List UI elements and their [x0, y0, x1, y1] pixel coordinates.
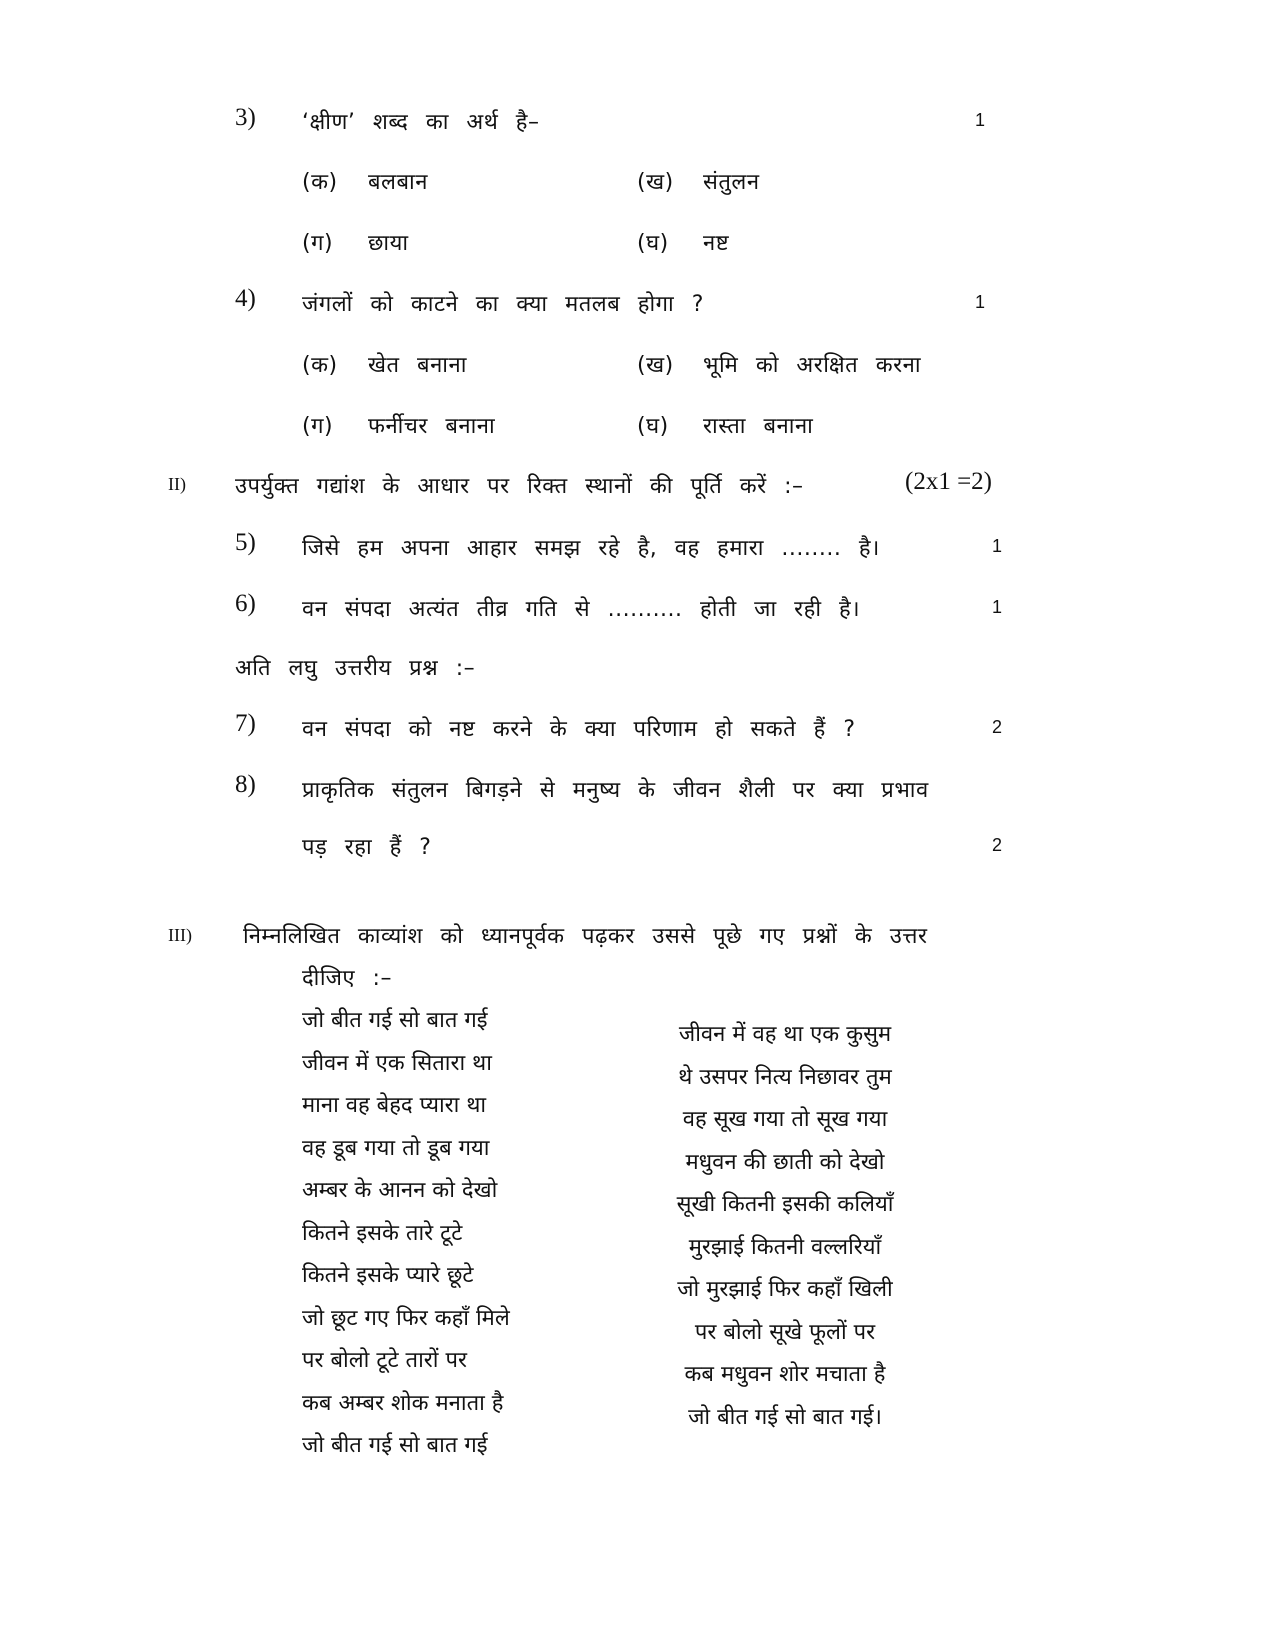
q3-marks: 1 — [975, 110, 986, 130]
poem-line: वह डूब गया तो डूब गया — [302, 1135, 490, 1161]
q3-option-a-text: बलबान — [368, 170, 428, 195]
poem-line: जीवन में वह था एक कुसुम — [678, 1022, 892, 1047]
section-2-roman: II) — [168, 474, 186, 494]
poem-line: थे उसपर नित्य निछावर तुम — [678, 1064, 892, 1090]
q4-option-a-label: (क) — [302, 353, 338, 378]
q5-marks: 1 — [992, 536, 1003, 556]
q3-option-c-text: छाया — [368, 231, 409, 256]
q4-marks: 1 — [975, 292, 986, 312]
poem-right-column — [640, 1014, 930, 1439]
q4-option-d-text: रास्ता बनाना — [703, 414, 814, 439]
q4-option-c-text: फर्नीचर बनाना — [368, 414, 496, 439]
q5-number: 5) — [235, 529, 256, 556]
q3-option-b-label: (ख) — [637, 170, 674, 195]
poem-line: कब मधुवन शोर मचाता है — [684, 1362, 886, 1387]
poem-line: कितने इसके प्यारे छूटे — [302, 1263, 474, 1288]
q7-number: 7) — [235, 710, 256, 737]
poem-line: सूखी कितनी इसकी कलियाँ — [676, 1192, 894, 1217]
q8-marks: 2 — [992, 835, 1003, 855]
section-3-heading-line2: दीजिए :– — [302, 966, 392, 991]
q4-number: 4) — [235, 285, 256, 312]
poem-line: वह सूख गया तो सूख गया — [682, 1107, 888, 1132]
q6-number: 6) — [235, 590, 256, 617]
q8-text-line2: पड़ रहा हैं ? — [302, 835, 432, 860]
poem-line: अम्बर के आनन को देखो — [302, 1178, 498, 1203]
poem-line: मुरझाई कितनी वल्लरियाँ — [688, 1234, 882, 1260]
q6-marks: 1 — [992, 597, 1003, 617]
q4-option-c-label: (ग) — [302, 414, 334, 439]
q3-option-c-label: (ग) — [302, 231, 334, 256]
q4-option-b-text: भूमि को अरक्षित करना — [703, 353, 922, 378]
q3-option-d-label: (घ) — [637, 231, 669, 256]
section-2-marks: (2x1 =2) — [905, 468, 992, 495]
poem-line: जो बीत गई सो बात गई — [302, 1008, 488, 1033]
q4-option-a-text: खेत बनाना — [368, 353, 467, 378]
q3-number: 3) — [235, 104, 256, 131]
q8-number: 8) — [235, 771, 256, 798]
poem-line: जो बीत गई सो बात गई। — [688, 1404, 882, 1430]
poem-line: पर बोलो टूटे तारों पर — [302, 1348, 467, 1373]
q3-option-a-label: (क) — [302, 170, 338, 195]
q3-option-b-text: संतुलन — [703, 170, 760, 195]
q7-text: वन संपदा को नष्ट करने के क्या परिणाम हो सकते हैं ? — [302, 717, 856, 742]
poem-line: पर बोलो सूखे फूलों पर — [694, 1319, 876, 1345]
q4-option-b-label: (ख) — [637, 353, 674, 378]
short-answer-heading: अति लघु उत्तरीय प्रश्न :– — [235, 656, 476, 681]
poem-left-column — [302, 1000, 510, 1468]
poem-line: जो मुरझाई फिर कहाँ खिली — [677, 1277, 893, 1302]
poem-line: जो बीत गई सो बात गई — [302, 1433, 488, 1458]
poem-line: जो छूट गए फिर कहाँ मिले — [302, 1305, 510, 1331]
q4-text: जंगलों को काटने का क्या मतलब होगा ? — [302, 292, 704, 317]
poem-line: कितने इसके तारे टूटे — [302, 1220, 463, 1246]
section-3-roman: III) — [168, 925, 192, 945]
poem-line: कब अम्बर शोक मनाता है — [302, 1390, 504, 1416]
poem-line: माना वह बेहद प्यारा था — [302, 1093, 487, 1118]
q7-marks: 2 — [992, 717, 1003, 737]
section-2-heading: उपर्युक्त गद्यांश के आधार पर रिक्त स्थानों की पूर्ति करें :– — [235, 474, 804, 499]
poem-line: जीवन में एक सितारा था — [302, 1050, 492, 1076]
q6-text: वन संपदा अत्यंत तीव्र गति से .......... होती जा रही है। — [302, 597, 861, 622]
q3-text: ‘क्षीण’ शब्द का अर्थ है– — [302, 110, 540, 135]
q5-text: जिसे हम अपना आहार समझ रहे है, वह हमारा ........ है। — [302, 536, 880, 561]
poem-line: मधुवन की छाती को देखो — [685, 1149, 885, 1175]
q3-option-d-text: नष्ट — [703, 231, 730, 256]
q8-text-line1: प्राकृतिक संतुलन बिगड़ने से मनुष्य के जीवन शैली पर क्या प्रभाव — [302, 778, 929, 803]
q4-option-d-label: (घ) — [637, 414, 669, 439]
section-3-heading-line1: निम्नलिखित काव्यांश को ध्यानपूर्वक पढ़कर उससे पूछे गए प्रश्नों के उत्तर — [243, 924, 928, 949]
